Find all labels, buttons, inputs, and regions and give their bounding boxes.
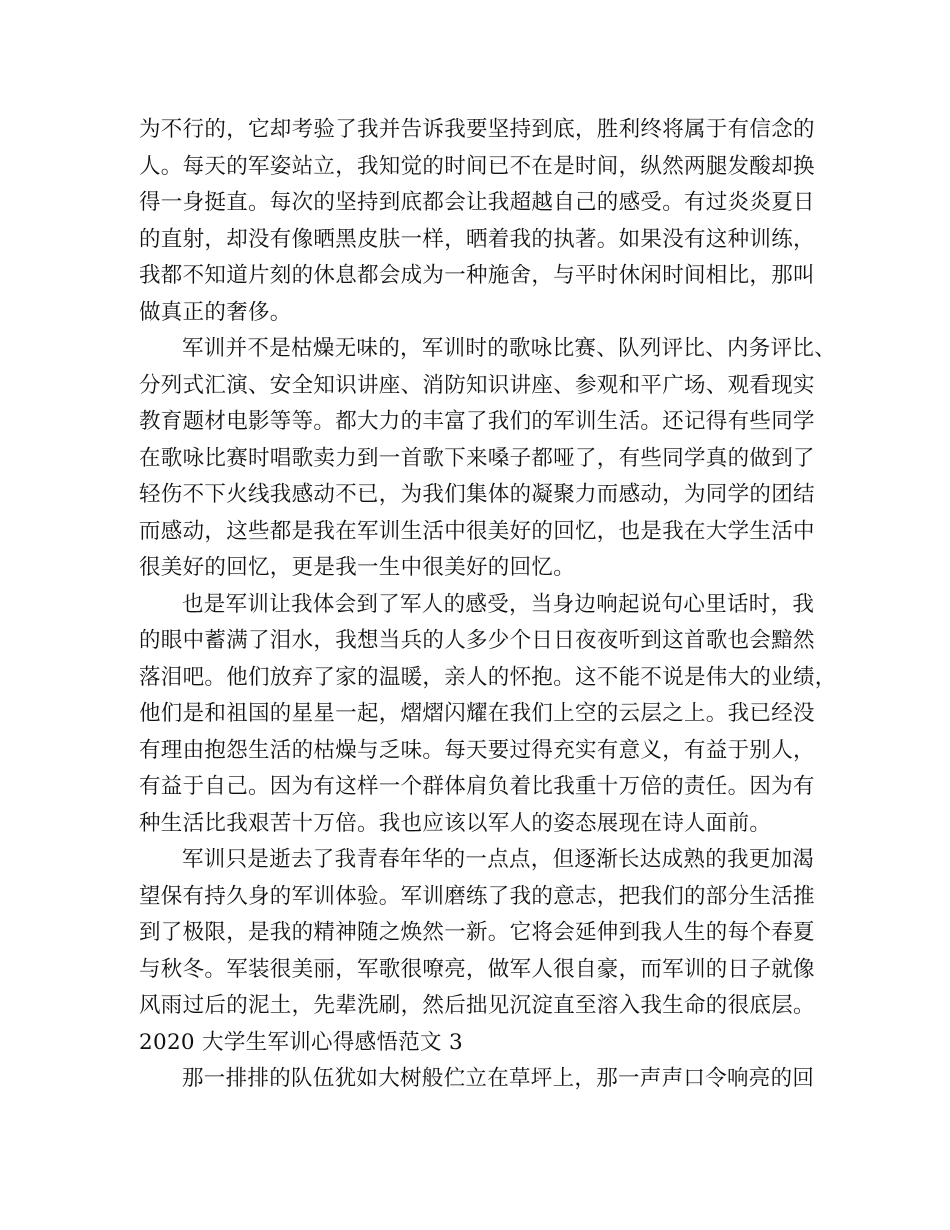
text-line: 我都不知道片刻的休息都会成为一种施舍，与平时休闲时间相比，那叫 [139, 263, 815, 288]
text-line: 而感动，这些都是我在军训生活中很美好的回忆，也是我在大学生活中 [139, 518, 815, 544]
text-line: 风雨过后的泥土，先辈洗刷，然后拙见沉淀直至溶入我生命的很底层。 [139, 993, 815, 1018]
text-line: 到了极限，是我的精神随之焕然一新。它将会延伸到我人生的每个春夏 [139, 920, 815, 945]
text-line: 轻伤不下火线我感动不已，为我们集体的凝聚力而感动，为同学的团结 [139, 482, 815, 507]
text-line: 的眼中蓄满了泪水，我想当兵的人多少个日日夜夜听到这首歌也会黯然 [139, 628, 815, 653]
text-line: 有理由抱怨生活的枯燥与乏味。每天要过得充实有意义，有益于别人， [139, 737, 815, 763]
document-body [139, 112, 839, 1098]
text-line: 落泪吧。他们放弃了家的温暖，亲人的怀抱。这不能不说是伟大的业绩， [139, 664, 837, 690]
text-line: 为不行的，它却考验了我并告诉我要坚持到底，胜利终将属于有信念的 [139, 117, 815, 142]
text-line: 也是军训让我体会到了军人的感受，当身边响起说句心里话时，我 [182, 591, 815, 617]
text-line: 在歌咏比赛时唱歌卖力到一首歌下来嗓子都哑了，有些同学真的做到了 [139, 445, 815, 471]
text-line: 的直射，却没有像晒黑皮肤一样，晒着我的执著。如果没有这种训练， [139, 226, 815, 252]
text-line: 有益于自己。因为有这样一个群体肩负着比我重十万倍的责任。因为有 [139, 774, 815, 799]
text-line: 军训只是逝去了我青春年华的一点点，但逐渐长达成熟的我更加渴 [182, 847, 815, 872]
text-line: 那一排排的队伍犹如大树般伫立在草坪上，那一声声口令响亮的回 [182, 1066, 815, 1091]
text-line: 很美好的回忆，更是我一生中很美好的回忆。 [139, 555, 576, 580]
text-line: 望保有持久身的军训体验。军训磨练了我的意志，把我们的部分生活推 [139, 883, 815, 909]
text-line: 做真正的奢侈。 [139, 299, 292, 325]
text-line: 种生活比我艰苦十万倍。我也应该以军人的姿态展现在诗人面前。 [139, 810, 772, 836]
text-line: 他们是和祖国的星星一起，熠熠闪耀在我们上空的云层之上。我已经没 [139, 701, 815, 726]
text-line: 人。每天的军姿站立，我知觉的时间已不在是时间，纵然两腿发酸却换 [139, 153, 815, 179]
text-line: 教育题材电影等等。都大力的丰富了我们的军训生活。还记得有些同学 [139, 409, 815, 434]
text-line: 分列式汇演、安全知识讲座、消防知识讲座、参观和平广场、观看现实 [139, 372, 815, 398]
text-line: 得一身挺直。每次的坚持到底都会让我超越自己的感受。有过炎炎夏日 [139, 190, 815, 215]
text-line: 军训并不是枯燥无味的，军训时的歌咏比赛、队列评比、内务评比、 [182, 336, 837, 361]
text-line: 与秋冬。军装很美丽，军歌很嘹亮，做军人很自豪，而军训的日子就像 [139, 956, 815, 982]
text-line: 2020 大学生军训心得感悟范文 3 [139, 1029, 463, 1055]
